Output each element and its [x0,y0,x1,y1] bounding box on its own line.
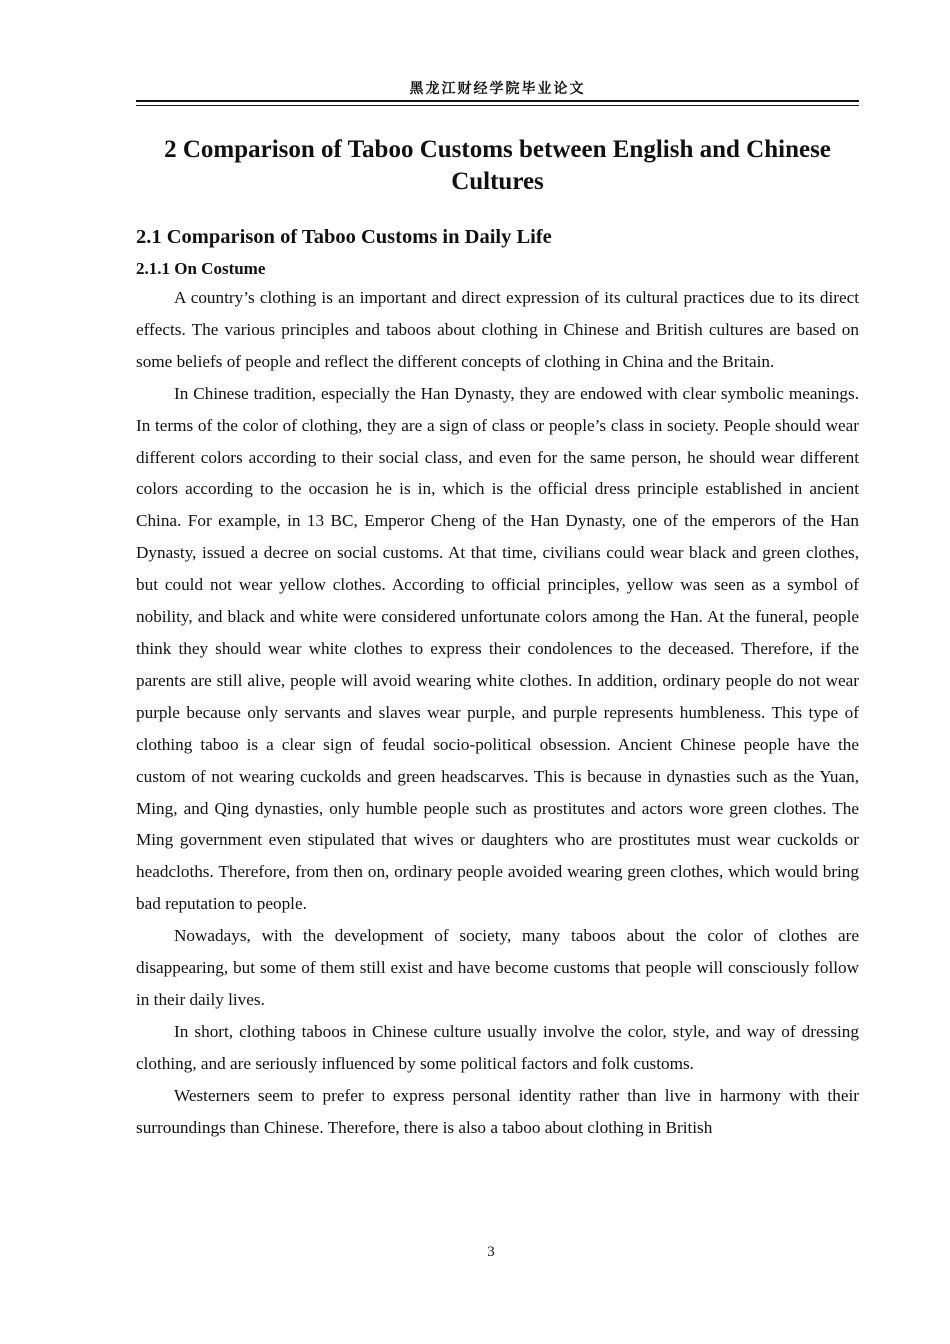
body-paragraph: A country’s clothing is an important and direct expression of its cultural practices due to its direct effects. The various principles and taboos about clothing in Chinese and British cultures are based on some beliefs of people and reflect the different concepts of clothing in China and the Britain. [136,288,859,371]
body-paragraph: In short, clothing taboos in Chinese culture usually involve the color, style, and way of dressing clothing, and are seriously influenced by some political factors and folk customs. [136,1021,859,1073]
body-paragraph: Nowadays, with the development of society, many taboos about the color of clothes are disappearing, but some of them still exist and have become customs that people will consciously follow in their daily lives. [136,926,859,1009]
running-header: 黑龙江财经学院毕业论文 [409,81,586,97]
body-paragraph: Westerners seem to prefer to express personal identity rather than live in harmony with their surroundings than Chinese. Therefore, there is also a taboo about clothing in British [136,1085,859,1137]
header-rule-thick [136,100,859,102]
page-content [136,134,859,1143]
page-number: 3 [487,1244,495,1260]
chapter-title: 2 Comparison of Taboo Customs between English and Chinese Cultures [164,136,831,195]
header-rule-thin [136,105,859,106]
section-title: 2.1 Comparison of Taboo Customs in Daily Life [136,226,552,248]
body-paragraph: In Chinese tradition, especially the Han Dynasty, they are endowed with clear symbolic meanings. In terms of the color of clothing, they are a sign of class or people’s class in society. People should wear different colors according to their social class, and even for the same person, he should wear different colors according to the occasion he is in, which is the official dress principle established in ancient China. For example, in 13 BC, Emperor Cheng of the Han Dynasty, one of the emperors of the Han Dynasty, issued a decree on social customs. At that time, civilians could wear black and green clothes, but could not wear yellow clothes. According to official principles, yellow was seen as a symbol of nobility, and black and white were considered unfortunate colors among the Han. At the funeral, people think they should wear white clothes to express their condolences to the deceased. Therefore, if the parents are still alive, people will avoid wearing white clothes. In addition, ordinary people do not wear purple because only servants and slaves wear purple, and purple represents humbleness. This type of clothing taboo is a clear sign of feudal socio-political obsession. Ancient Chinese people have the custom of not wearing cuckolds and green headscarves. This is because in dynasties such as the Yuan, Ming, and Qing dynasties, only humble people such as prostitutes and actors wore green clothes. The Ming government even stipulated that wives or daughters who are prostitutes must wear cuckolds or headcloths. Therefore, from then on, ordinary people avoided wearing green clothes, which would bring bad reputation to people. [136,383,859,914]
subsection-title: 2.1.1 On Costume [136,259,266,278]
